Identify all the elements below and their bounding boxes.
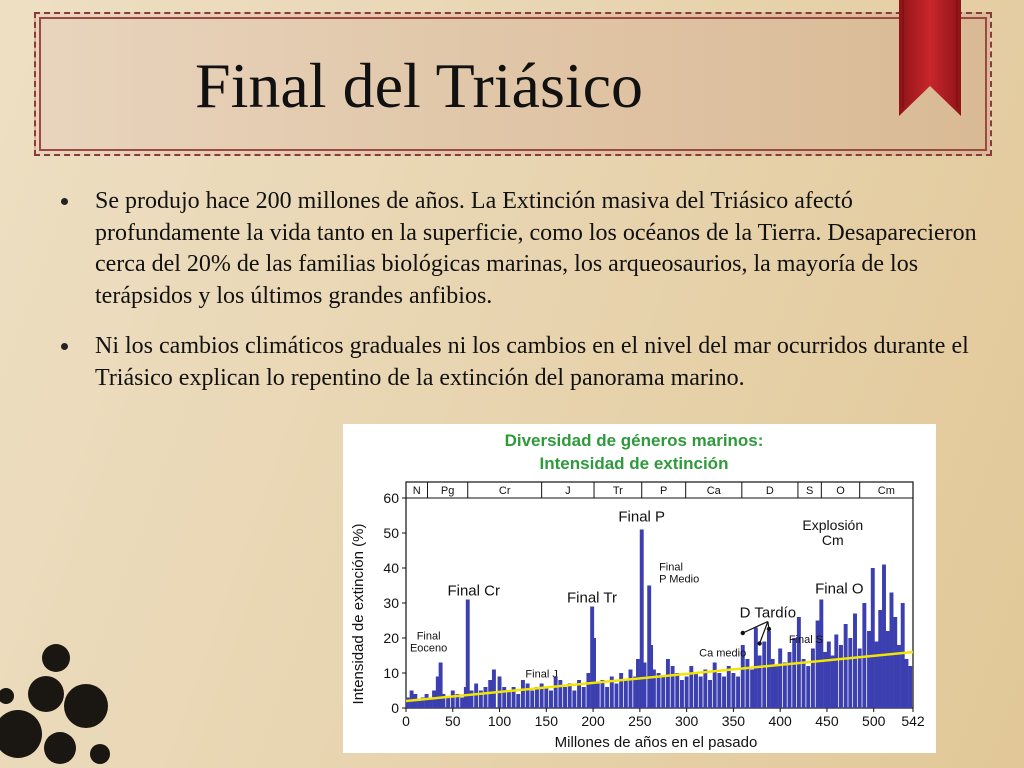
bar xyxy=(406,698,410,709)
bar xyxy=(893,617,897,708)
annotation-line: Cm xyxy=(821,532,844,548)
bar xyxy=(615,684,619,709)
bar xyxy=(484,687,488,708)
bar xyxy=(827,642,831,709)
bar xyxy=(600,680,604,708)
extinction-chart xyxy=(343,424,936,753)
bar xyxy=(507,691,511,709)
bar xyxy=(831,656,835,709)
bullet-dot-icon xyxy=(61,343,68,350)
period-label: Pg xyxy=(440,485,455,497)
bar xyxy=(554,677,558,709)
bar xyxy=(460,698,464,709)
bar xyxy=(886,631,890,708)
bar xyxy=(762,642,766,709)
bar xyxy=(717,673,721,708)
bar xyxy=(558,680,562,708)
bar xyxy=(572,691,576,709)
y-tick-label: 20 xyxy=(383,630,399,646)
annotation-label: Final P xyxy=(618,508,666,526)
bar xyxy=(652,670,656,709)
bullet-text: Se produjo hace 200 millones de años. La Extinción masiva del Triásico afectó profundamente la vida tanto en la superficie, como los océanos de la Tierra. Desaparecieron cerca del 20% de las familias biológicas marinas, los arqueosaurios, la mayoría de los terápsidos y los últimos grandes anfibios. xyxy=(95,188,977,309)
bar xyxy=(466,600,470,709)
chart-xlabel: Millones de años en el pasado xyxy=(554,734,758,751)
bar xyxy=(844,624,848,708)
bar xyxy=(629,670,633,709)
bar xyxy=(904,659,908,708)
period-label: Cm xyxy=(877,485,895,497)
x-tick-label: 350 xyxy=(721,713,746,729)
arrow-head xyxy=(741,631,745,635)
annotation-label: Final O xyxy=(815,580,864,598)
bar xyxy=(671,666,675,708)
bar xyxy=(703,670,707,709)
annotation-line: P Medio xyxy=(659,573,700,586)
bar xyxy=(788,652,792,708)
bar xyxy=(474,684,478,709)
ink-splatter-decoration xyxy=(0,636,112,768)
bar xyxy=(834,635,838,709)
x-tick-label: 250 xyxy=(628,713,652,729)
bar xyxy=(657,673,661,708)
x-tick-label: 450 xyxy=(815,713,839,729)
bar xyxy=(908,666,912,708)
bar xyxy=(727,666,731,708)
bar xyxy=(853,614,857,709)
bullet-item xyxy=(58,331,978,394)
bar xyxy=(636,659,640,708)
x-tick-label: 400 xyxy=(768,713,792,729)
bar xyxy=(867,631,871,708)
bar xyxy=(713,663,717,709)
bar xyxy=(586,673,590,708)
bar xyxy=(568,684,572,709)
period-label: O xyxy=(836,485,845,497)
annotation-label: Final S xyxy=(788,634,824,646)
annotation-label: Ca medio xyxy=(699,647,747,660)
bar xyxy=(875,642,879,709)
annotation-line: Final xyxy=(416,630,441,643)
chart-title: Diversidad de géneros marinos: xyxy=(504,431,764,450)
bar xyxy=(624,680,628,708)
bar xyxy=(694,673,698,708)
bar xyxy=(839,645,843,708)
bar xyxy=(792,638,796,708)
period-label: J xyxy=(565,485,571,497)
annotation-label: D Tardío xyxy=(739,604,797,622)
bar xyxy=(736,677,740,709)
bar xyxy=(708,680,712,708)
bar xyxy=(774,666,778,708)
bar xyxy=(521,680,525,708)
bar xyxy=(783,663,787,709)
bullet-item xyxy=(58,186,978,312)
bar xyxy=(619,673,623,708)
bar xyxy=(592,638,596,708)
bar xyxy=(535,687,539,708)
bar xyxy=(425,694,429,708)
bar xyxy=(802,659,806,708)
x-tick-label: 542 xyxy=(901,713,925,729)
bar xyxy=(758,656,762,709)
bar xyxy=(544,687,548,708)
bar xyxy=(811,649,815,709)
y-tick-label: 0 xyxy=(391,700,399,716)
chart-subtitle: Intensidad de extinción xyxy=(539,454,729,473)
period-label: D xyxy=(765,485,774,497)
arrow-head xyxy=(767,627,771,631)
period-label: S xyxy=(805,485,814,497)
x-tick-label: 500 xyxy=(862,713,886,729)
annotation-line: Final xyxy=(659,561,683,574)
bar xyxy=(526,684,530,709)
bar xyxy=(819,600,823,709)
slide-title: Final del Triásico xyxy=(195,50,644,121)
bar xyxy=(685,677,689,709)
bar xyxy=(848,638,852,708)
bar xyxy=(563,687,567,708)
y-tick-label: 10 xyxy=(383,665,399,681)
x-tick-label: 300 xyxy=(674,713,699,729)
bar xyxy=(446,698,450,709)
x-tick-label: 100 xyxy=(487,713,512,729)
annotation-label: Final Tr xyxy=(567,589,618,607)
bullet-list xyxy=(58,186,978,413)
y-tick-label: 40 xyxy=(383,560,399,576)
bar xyxy=(767,631,771,708)
period-label: Cr xyxy=(498,485,511,497)
arrow-head xyxy=(757,641,761,645)
bar xyxy=(596,684,600,709)
bar xyxy=(643,663,647,709)
bar xyxy=(582,687,586,708)
bar xyxy=(661,677,665,709)
x-tick-label: 200 xyxy=(581,713,605,729)
x-tick-label: 0 xyxy=(402,713,410,729)
x-tick-label: 50 xyxy=(444,713,461,729)
bar xyxy=(750,670,754,709)
bar xyxy=(605,687,609,708)
bar xyxy=(666,659,670,708)
y-tick-label: 30 xyxy=(383,595,399,611)
bullet-text: Ni los cambios climáticos graduales ni los cambios en el nivel del mar ocurridos durante el Triásico explican lo repentino de la extinción del panorama marino. xyxy=(95,333,969,391)
period-label: P xyxy=(660,485,668,497)
annotation-label xyxy=(802,517,863,548)
bar xyxy=(470,691,474,709)
bar xyxy=(417,701,421,708)
chart-svg xyxy=(343,424,936,753)
annotation-label: Final Cr xyxy=(447,582,500,600)
bar xyxy=(901,603,905,708)
bar xyxy=(745,659,749,708)
y-tick-label: 50 xyxy=(383,525,399,541)
period-label: Ca xyxy=(706,485,721,497)
annotation-line: Explosión xyxy=(802,517,864,533)
bar xyxy=(878,610,882,708)
bar xyxy=(731,673,735,708)
bar xyxy=(882,565,886,709)
annotation-label xyxy=(659,562,699,586)
x-tick-label: 150 xyxy=(534,713,558,729)
annotation-label: Final J xyxy=(525,668,558,681)
period-label: N xyxy=(412,485,421,497)
bar xyxy=(806,666,810,708)
bar xyxy=(778,649,782,709)
bullet-dot-icon xyxy=(61,198,68,205)
period-label: Tr xyxy=(612,485,623,497)
bar xyxy=(890,593,894,709)
annotation-label xyxy=(410,631,447,655)
annotation-line: Eoceno xyxy=(409,642,448,655)
bar xyxy=(680,680,684,708)
bar xyxy=(492,670,496,709)
bar xyxy=(675,673,679,708)
chart-ylabel: Intensidad de extinción (%) xyxy=(350,523,367,705)
bar xyxy=(871,568,875,708)
bar xyxy=(451,691,455,709)
bar xyxy=(549,691,553,709)
bar xyxy=(722,677,726,709)
bar xyxy=(530,691,534,709)
y-tick-label: 60 xyxy=(383,490,399,506)
bookmark-ribbon-icon xyxy=(897,0,963,118)
bar xyxy=(516,694,520,708)
bar xyxy=(699,677,703,709)
